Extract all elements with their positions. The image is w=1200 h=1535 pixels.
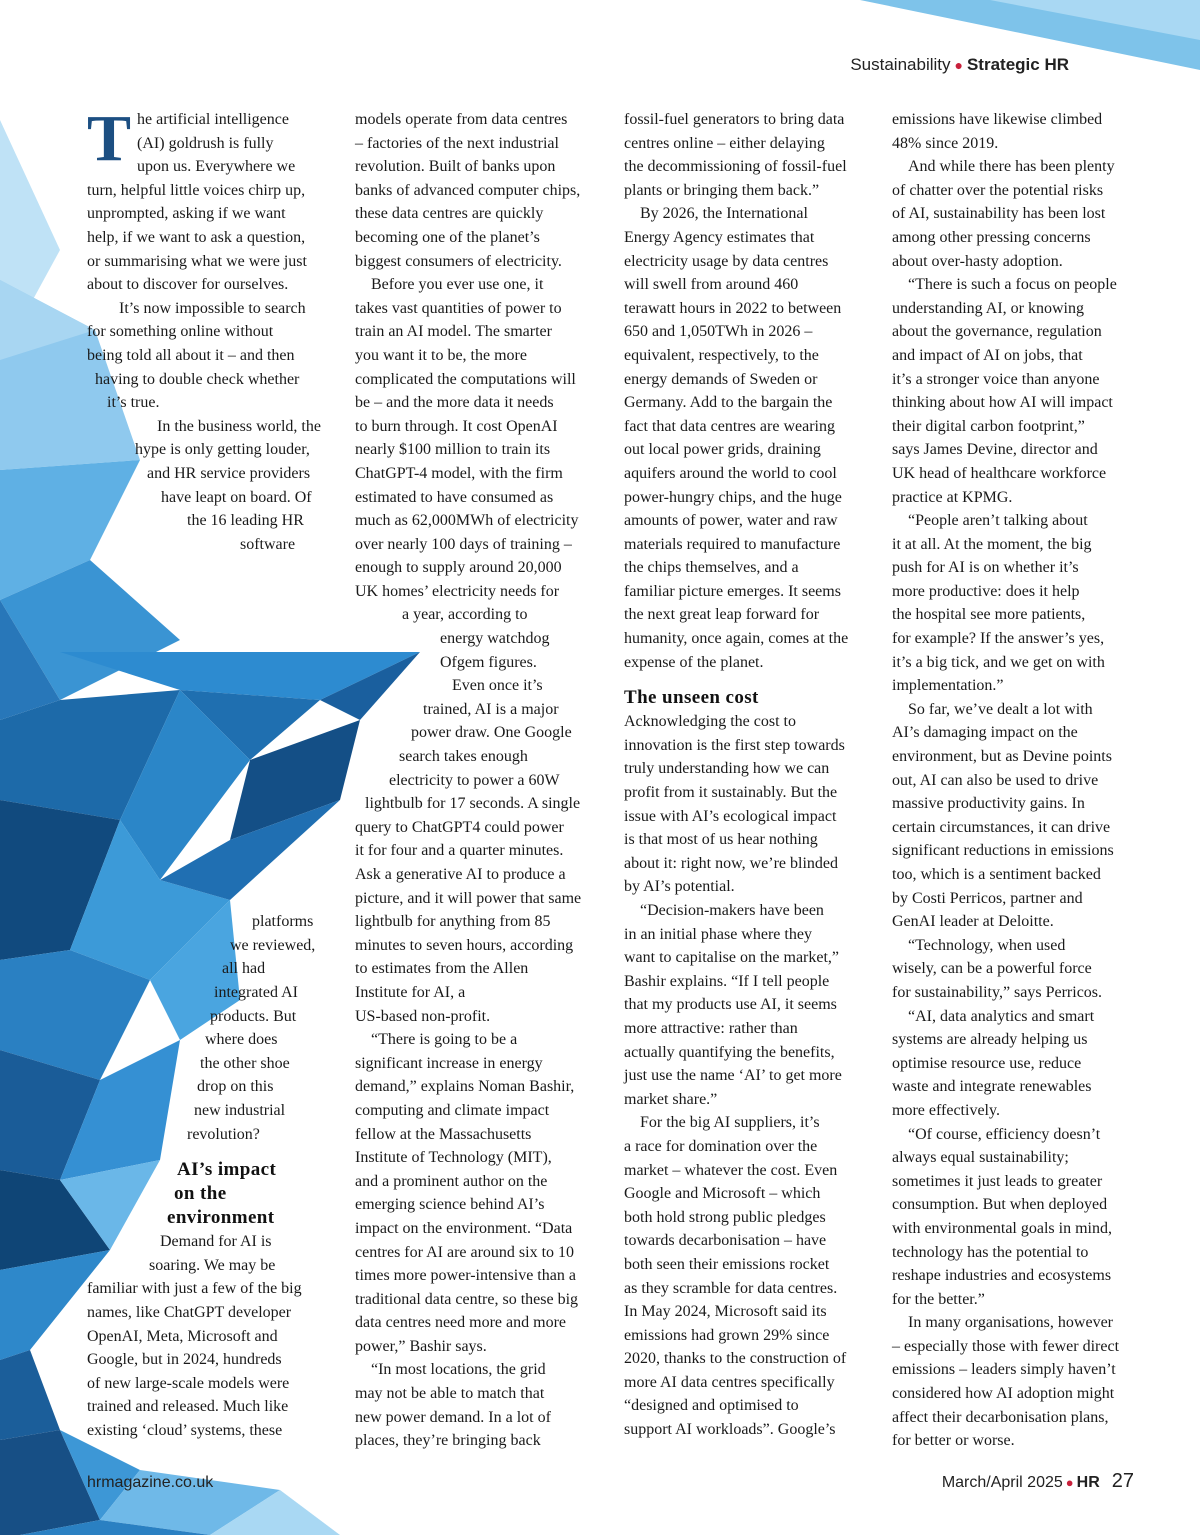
text-line: banks of advanced computer chips, bbox=[355, 181, 581, 199]
text-line: existing ‘cloud’ systems, these bbox=[87, 1421, 283, 1439]
text-line: significant reductions in emissions bbox=[892, 842, 1114, 860]
text-line: – especially those with fewer direct bbox=[892, 1337, 1120, 1355]
text-line: for better or worse. bbox=[892, 1432, 1015, 1450]
section-label: Sustainability bbox=[850, 55, 951, 74]
text-line: the chips themselves, and a bbox=[624, 559, 799, 577]
text-line: in an initial phase where they bbox=[624, 925, 812, 943]
text-line: unprompted, asking if we want bbox=[87, 205, 286, 223]
text-line: minutes to seven hours, according bbox=[355, 936, 574, 954]
text-line: drop on this bbox=[197, 1078, 274, 1096]
text-line: familiar with just a few of the big bbox=[87, 1280, 302, 1298]
text-line: platforms bbox=[252, 913, 314, 931]
text-line: Ask a generative AI to produce a bbox=[355, 866, 566, 883]
text-line: revolution? bbox=[187, 1125, 260, 1143]
text-line: among other pressing concerns bbox=[892, 228, 1091, 246]
text-line: names, like ChatGPT developer bbox=[87, 1304, 292, 1321]
text-line: he artificial intelligence bbox=[137, 111, 289, 128]
text-line: search takes enough bbox=[399, 748, 528, 766]
text-line: market – whatever the cost. Even bbox=[624, 1161, 838, 1179]
text-line: Google and Microsoft – which bbox=[624, 1185, 821, 1203]
text-line: Even once it’s bbox=[452, 677, 543, 695]
text-line: Institute for AI, a bbox=[355, 983, 466, 1001]
text-line: materials required to manufacture bbox=[624, 535, 841, 553]
text-line: power draw. One Google bbox=[411, 724, 572, 742]
text-line: it at all. At the moment, the big bbox=[892, 535, 1092, 553]
page-number: 27 bbox=[1111, 1470, 1134, 1492]
text-line: a race for domination over the bbox=[624, 1137, 818, 1155]
text-line: all had bbox=[222, 960, 266, 978]
text-line: demand,” explains Noman Bashir, bbox=[355, 1078, 575, 1096]
text-line: Demand for AI is bbox=[160, 1233, 272, 1251]
text-line: by AI’s potential. bbox=[624, 878, 735, 896]
footer-website bbox=[87, 1474, 213, 1492]
text-line: practice at KPMG. bbox=[892, 488, 1013, 506]
text-line: UK head of healthcare workforce bbox=[892, 464, 1107, 482]
text-line: traditional data centre, so these big bbox=[355, 1290, 579, 1308]
text-line: these data centres are quickly bbox=[355, 205, 544, 223]
text-line: In the business world, the bbox=[157, 417, 321, 435]
bullet-dot-icon: ● bbox=[954, 57, 963, 73]
text-line: estimated to have consumed as bbox=[355, 488, 554, 506]
text-line: centres online – either delaying bbox=[624, 134, 825, 152]
text-line: considered how AI adoption might bbox=[892, 1385, 1115, 1403]
bullet-dot-icon: ● bbox=[1065, 1475, 1074, 1490]
text-line: fellow at the Massachusetts bbox=[355, 1125, 532, 1143]
text-line: In many organisations, however bbox=[908, 1314, 1113, 1332]
text-line: implementation.” bbox=[892, 677, 1004, 695]
text-line: new power demand. In a lot of bbox=[355, 1408, 551, 1426]
text-line: the 16 leading HR bbox=[187, 512, 304, 530]
text-line: a year, according to bbox=[402, 606, 528, 624]
text-line: soaring. We may be bbox=[149, 1256, 276, 1274]
text-line: it’s a big tick, and we get on with bbox=[892, 653, 1105, 671]
text-line: products. But bbox=[210, 1007, 297, 1025]
text-line: profit from it sustainably. But the bbox=[624, 784, 838, 802]
text-line: their digital carbon footprint,” bbox=[892, 417, 1085, 435]
text-line: for the better.” bbox=[892, 1290, 985, 1308]
text-line: integrated AI bbox=[214, 984, 298, 1002]
text-line: centres for AI are around six to 10 bbox=[355, 1243, 575, 1261]
section-heading: environment bbox=[167, 1207, 275, 1229]
text-line: aquifers around the world to cool bbox=[624, 464, 837, 482]
text-line: energy watchdog bbox=[440, 630, 550, 648]
text-line: about over-hasty adoption. bbox=[892, 252, 1063, 270]
brand-label: HR bbox=[1076, 1474, 1100, 1491]
text-line: In May 2024, Microsoft said its bbox=[624, 1303, 827, 1321]
text-line: for something online without bbox=[87, 323, 274, 341]
text-line: more AI data centres specifically bbox=[624, 1373, 835, 1391]
text-line: OpenAI, Meta, Microsoft and bbox=[87, 1327, 278, 1345]
text-line: or summarising what we were just bbox=[87, 252, 307, 270]
text-line: it’s a stronger voice than anyone bbox=[892, 370, 1100, 388]
text-line: actually quantifying the benefits, bbox=[624, 1043, 835, 1061]
text-line: over nearly 100 days of training – bbox=[355, 535, 572, 553]
text-line: and impact of AI on jobs, that bbox=[892, 346, 1083, 364]
text-line: for example? If the answer’s yes, bbox=[892, 630, 1105, 648]
text-line: have leapt on board. Of bbox=[161, 488, 312, 506]
text-line: more productive: does it help bbox=[892, 582, 1080, 600]
text-line: support AI workloads”. Google’s bbox=[624, 1421, 836, 1439]
text-line: Bashir explains. “If I tell people bbox=[624, 972, 830, 990]
text-line: it’s true. bbox=[107, 394, 160, 412]
text-line: trained and released. Much like bbox=[87, 1398, 289, 1416]
text-line: the other shoe bbox=[200, 1054, 290, 1072]
text-line: massive productivity gains. In bbox=[892, 795, 1085, 813]
text-line: that my products use AI, it seems bbox=[624, 996, 837, 1014]
text-line: AI’s damaging impact on the bbox=[892, 724, 1078, 742]
text-line: train an AI model. The smarter bbox=[355, 323, 552, 341]
text-line: familiar picture emerges. It seems bbox=[624, 582, 841, 600]
text-line: data centres need more and more bbox=[355, 1314, 567, 1332]
text-line: affect their decarbonisation plans, bbox=[892, 1408, 1109, 1426]
text-line: understanding AI, or knowing bbox=[892, 299, 1084, 317]
text-line: more effectively. bbox=[892, 1101, 1000, 1119]
text-line: “There is such a focus on people bbox=[908, 276, 1117, 294]
text-line: we reviewed, bbox=[230, 936, 316, 954]
text-line: be – and the more data it needs bbox=[355, 394, 554, 412]
text-line: always equal sustainability; bbox=[892, 1149, 1069, 1167]
text-line: about the governance, regulation bbox=[892, 323, 1102, 341]
text-line: want to capitalise on the market,” bbox=[624, 949, 840, 967]
text-line: picture, and it will power that same bbox=[355, 889, 582, 907]
text-line: And while there has been plenty bbox=[908, 158, 1115, 176]
text-line: lightbulb for 17 seconds. A single bbox=[365, 795, 581, 813]
text-line: about it: right now, we’re blinded bbox=[624, 854, 839, 872]
issue-label: March/April 2025 bbox=[941, 1474, 1063, 1491]
text-line: both seen their emissions rocket bbox=[624, 1255, 830, 1273]
text-line: amounts of power, water and raw bbox=[624, 512, 838, 530]
text-line: takes vast quantities of power to bbox=[355, 299, 562, 317]
text-line: to estimates from the Allen bbox=[355, 960, 529, 978]
text-line: truly understanding how we can bbox=[624, 760, 830, 778]
text-line: having to double check whether bbox=[95, 370, 300, 388]
text-line: being told all about it – and then bbox=[87, 346, 295, 364]
text-line: By 2026, the International bbox=[640, 205, 808, 223]
running-header bbox=[850, 55, 1069, 75]
text-line: nearly $100 million to train its bbox=[355, 441, 551, 459]
text-line: reshape industries and ecosystems bbox=[892, 1267, 1112, 1285]
text-line: query to ChatGPT4 could power bbox=[355, 818, 564, 836]
subsection-label: Strategic HR bbox=[966, 55, 1069, 74]
text-line: the decommissioning of fossil-fuel bbox=[624, 158, 847, 176]
text-line: Ofgem figures. bbox=[440, 653, 537, 671]
text-line: issue with AI’s ecological impact bbox=[624, 807, 837, 825]
text-line: by Costi Perricos, partner and bbox=[892, 889, 1083, 907]
article-column-4 bbox=[892, 108, 1137, 1453]
text-line: it for four and a quarter minutes. bbox=[355, 842, 564, 860]
text-line: fact that data centres are wearing bbox=[624, 417, 835, 435]
text-line: electricity to power a 60W bbox=[389, 771, 560, 789]
text-line: may not be able to match that bbox=[355, 1385, 545, 1403]
drop-cap: T bbox=[87, 102, 132, 175]
text-line: “Decision-makers have been bbox=[640, 902, 824, 919]
text-line: Energy Agency estimates that bbox=[624, 228, 815, 246]
website-label: hrmagazine.co.uk bbox=[87, 1474, 214, 1491]
text-line: thinking about how AI will impact bbox=[892, 394, 1113, 412]
text-line: (AI) goldrush is fully bbox=[137, 134, 274, 152]
text-line: for sustainability,” says Perricos. bbox=[892, 983, 1103, 1001]
text-line: sometimes it just leads to greater bbox=[892, 1172, 1103, 1190]
text-line: trained, AI is a major bbox=[423, 700, 559, 718]
text-line: wisely, can be a powerful force bbox=[892, 960, 1092, 978]
text-line: emissions – leaders simply haven’t bbox=[892, 1361, 1116, 1379]
text-line: out, AI can also be used to drive bbox=[892, 771, 1099, 789]
text-line: new industrial bbox=[194, 1102, 286, 1120]
text-line: of chatter over the potential risks bbox=[892, 181, 1104, 199]
text-line: and HR service providers bbox=[147, 464, 311, 482]
text-line: turn, helpful little voices chirp up, bbox=[87, 181, 306, 199]
text-line: is that most of us hear nothing bbox=[624, 831, 818, 849]
text-line: “AI, data analytics and smart bbox=[908, 1007, 1095, 1025]
text-line: where does bbox=[205, 1031, 278, 1049]
text-line: becoming one of the planet’s bbox=[355, 228, 540, 246]
text-line: Institute of Technology (MIT), bbox=[355, 1149, 552, 1167]
text-line: Acknowledging the cost to bbox=[624, 713, 796, 731]
text-line: lightbulb for anything from 85 bbox=[355, 913, 551, 931]
text-line: emissions had grown 29% since bbox=[624, 1326, 830, 1344]
text-line: push for AI is on whether it’s bbox=[892, 559, 1079, 577]
text-line: power,” Bashir says. bbox=[355, 1337, 487, 1355]
text-line: Germany. Add to the bargain the bbox=[624, 394, 833, 412]
text-line: “Technology, when used bbox=[908, 936, 1066, 954]
text-line: enough to supply around 20,000 bbox=[355, 559, 562, 577]
text-line: power-hungry chips, and the huge bbox=[624, 488, 842, 506]
text-line: of AI, sustainability has been lost bbox=[892, 205, 1106, 223]
text-line: 650 and 1,050TWh in 2026 – bbox=[624, 323, 813, 341]
text-line: towards decarbonisation – have bbox=[624, 1232, 827, 1250]
text-line: about to discover for ourselves. bbox=[87, 276, 289, 294]
text-line: “There is going to be a bbox=[371, 1031, 518, 1049]
text-line: environment, but as Devine points bbox=[892, 748, 1112, 766]
text-line: of new large-scale models were bbox=[87, 1374, 290, 1392]
text-line: So far, we’ve dealt a lot with bbox=[908, 700, 1093, 718]
text-line: models operate from data centres bbox=[355, 111, 568, 128]
text-line: “designed and optimised to bbox=[624, 1397, 799, 1415]
text-line: the hospital see more patients, bbox=[892, 606, 1086, 624]
footer-issue bbox=[942, 1470, 1134, 1493]
text-line: For the big AI suppliers, it’s bbox=[640, 1114, 820, 1132]
text-line: Google, but in 2024, hundreds bbox=[87, 1351, 282, 1369]
text-line: impact on the environment. “Data bbox=[355, 1219, 573, 1237]
text-line: emissions have likewise climbed bbox=[892, 111, 1103, 128]
text-line: UK homes’ electricity needs for bbox=[355, 582, 560, 600]
text-line: energy demands of Sweden or bbox=[624, 370, 818, 388]
text-line: much as 62,000MWh of electricity bbox=[355, 512, 579, 530]
text-line: innovation is the first step towards bbox=[624, 736, 845, 754]
text-line: consumption. But when deployed bbox=[892, 1196, 1108, 1214]
text-line: ChatGPT-4 model, with the firm bbox=[355, 464, 563, 482]
text-line: expense of the planet. bbox=[624, 653, 764, 671]
text-line: waste and integrate renewables bbox=[892, 1078, 1092, 1096]
text-line: as they scramble for data centres. bbox=[624, 1279, 838, 1297]
text-line: more attractive: rather than bbox=[624, 1019, 798, 1037]
text-line: systems are already helping us bbox=[892, 1031, 1088, 1049]
text-line: “People aren’t talking about bbox=[908, 512, 1088, 530]
text-line: to burn through. It cost OpenAI bbox=[355, 417, 558, 435]
text-line: – factories of the next industrial bbox=[355, 134, 559, 152]
text-line: Before you ever use one, it bbox=[371, 276, 544, 294]
text-line: optimise resource use, reduce bbox=[892, 1054, 1082, 1072]
text-line: and a prominent author on the bbox=[355, 1172, 548, 1190]
text-line: emerging science behind AI’s bbox=[355, 1196, 545, 1214]
text-line: too, which is a sentiment backed bbox=[892, 866, 1101, 883]
text-line: fossil-fuel generators to bring data bbox=[624, 111, 845, 128]
text-line: US-based non-profit. bbox=[355, 1007, 491, 1025]
text-line: “Of course, efficiency doesn’t bbox=[908, 1125, 1101, 1143]
text-line: market share.” bbox=[624, 1090, 718, 1108]
text-line: technology has the potential to bbox=[892, 1243, 1089, 1261]
text-line: hype is only getting louder, bbox=[135, 441, 310, 459]
section-heading: The unseen cost bbox=[624, 687, 759, 709]
section-heading: on the bbox=[174, 1183, 227, 1205]
text-line: help, if we want to ask a question, bbox=[87, 228, 306, 246]
text-line: out local power grids, draining bbox=[624, 441, 821, 459]
text-line: electricity usage by data centres bbox=[624, 252, 829, 270]
text-line: terawatt hours in 2022 to between bbox=[624, 299, 842, 317]
text-line: plants or bringing them back.” bbox=[624, 181, 820, 199]
text-line: computing and climate impact bbox=[355, 1101, 550, 1119]
article-column-3 bbox=[624, 108, 869, 1442]
text-line: just use the name ‘AI’ to get more bbox=[624, 1067, 842, 1085]
text-line: certain circumstances, it can drive bbox=[892, 818, 1111, 836]
text-line: humanity, once again, comes at the bbox=[624, 630, 849, 648]
text-line: upon us. Everywhere we bbox=[137, 158, 296, 176]
text-line: with environmental goals in mind, bbox=[892, 1219, 1112, 1237]
text-line: says James Devine, director and bbox=[892, 441, 1098, 459]
text-line: GenAI leader at Deloitte. bbox=[892, 913, 1054, 931]
text-line: significant increase in energy bbox=[355, 1054, 543, 1072]
text-line: 2020, thanks to the construction of bbox=[624, 1350, 847, 1368]
text-line: revolution. Built of banks upon bbox=[355, 158, 556, 176]
text-line: “In most locations, the grid bbox=[371, 1361, 546, 1379]
text-line: 48% since 2019. bbox=[892, 134, 999, 152]
text-line: biggest consumers of electricity. bbox=[355, 252, 562, 270]
article-column-2 bbox=[355, 108, 600, 1453]
text-line: equivalent, respectively, to the bbox=[624, 346, 819, 364]
section-heading: AI’s impact bbox=[177, 1159, 277, 1181]
text-line: you want it to be, the more bbox=[355, 346, 527, 364]
article-column-1 bbox=[87, 102, 327, 1443]
text-line: both hold strong public pledges bbox=[624, 1208, 826, 1226]
text-line: the next great leap forward for bbox=[624, 606, 820, 624]
text-line: complicated the computations will bbox=[355, 370, 576, 388]
text-line: places, they’re bringing back bbox=[355, 1432, 541, 1450]
text-line: times more power-intensive than a bbox=[355, 1267, 576, 1285]
text-line: It’s now impossible to search bbox=[119, 299, 306, 317]
text-line: software bbox=[240, 535, 296, 553]
text-line: will swell from around 460 bbox=[624, 276, 799, 294]
